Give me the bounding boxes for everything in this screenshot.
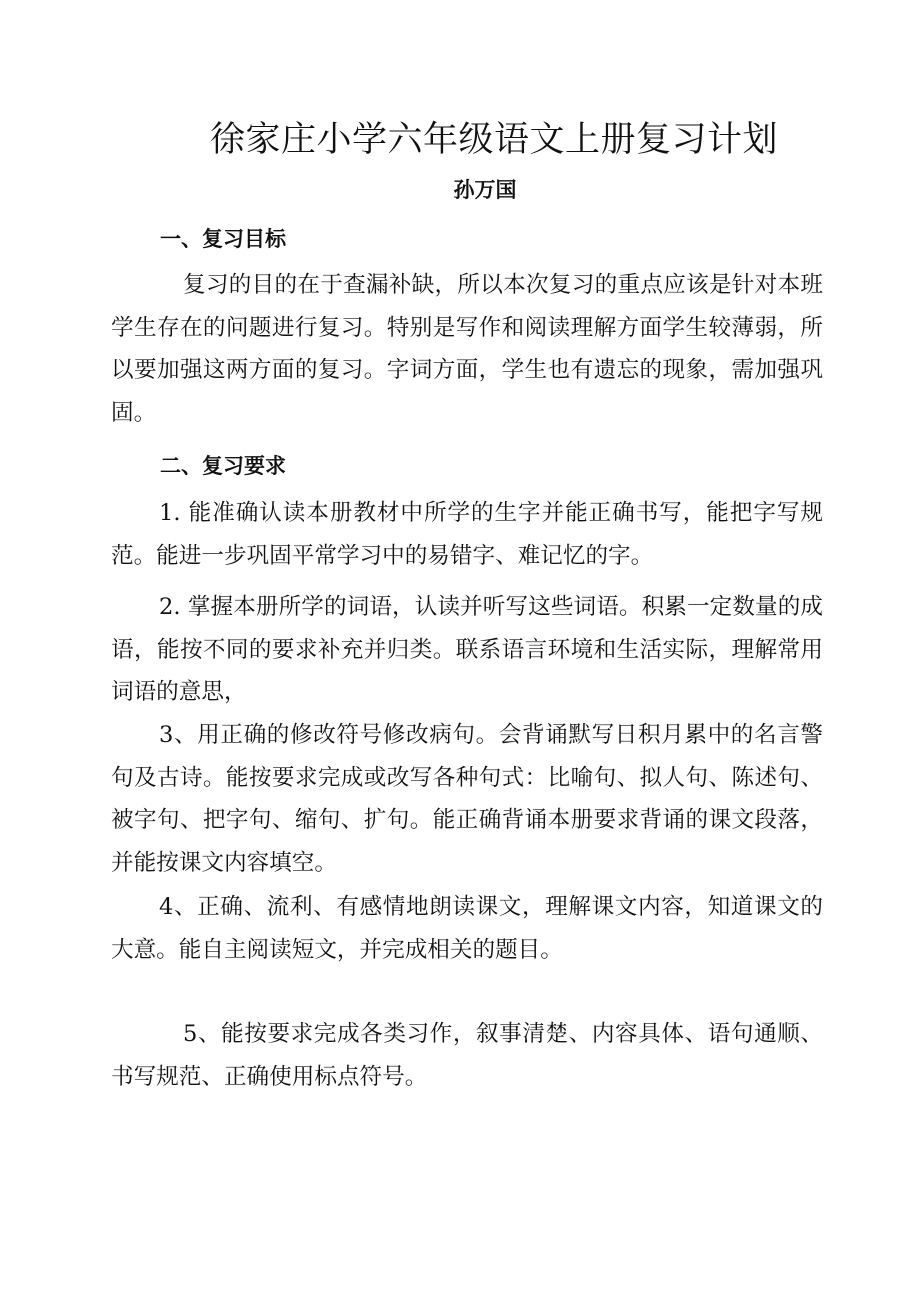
requirement-item-4: 4、正确、流利、有感情地朗读课文，理解课文内容，知道课文的大意。能自主阅读短文，并完成相关的题目。 bbox=[111, 894, 823, 963]
requirement-item-1: 1. 能准确认读本册教材中所学的生字并能正确书写，能把字写规范。能进一步巩固平常学习中的易错字、难记忆的字。 bbox=[111, 500, 823, 569]
requirement-item-2: 2. 掌握本册所学的词语，认读并听写这些词语。积累一定数量的成语，能按不同的要求补充并归类。联系语言环境和生活实际，理解常用词语的意思， bbox=[111, 594, 823, 705]
section-heading-review-goals: 一、复习目标 bbox=[160, 227, 286, 251]
author-name: 孙万国 bbox=[453, 178, 517, 202]
section-heading-review-requirements: 二、复习要求 bbox=[160, 454, 286, 478]
document-title: 徐家庄小学六年级语文上册复习计划 bbox=[209, 120, 778, 160]
paragraph-review-goals: 复习的目的在于查漏补缺，所以本次复习的重点应该是针对本班学生存在的问题进行复习。特别是写作和阅读理解方面学生较薄弱，所以要加强这两方面的复习。字词方面，学生也有遗忘的现象，需加强巩固。 bbox=[111, 272, 823, 426]
requirement-item-3: 3、用正确的修改符号修改病句。会背诵默写日积月累中的名言警句及古诗。能按要求完成或改写各种句式：比喻句、拟人句、陈述句、被字句、把字句、缩句、扩句。能正确背诵本册要求背诵的课文段落，并能按课文内容填空。 bbox=[111, 722, 823, 876]
requirement-item-5: 5、能按要求完成各类习作，叙事清楚、内容具体、语句通顺、书写规范、正确使用标点符号。 bbox=[111, 1021, 823, 1090]
